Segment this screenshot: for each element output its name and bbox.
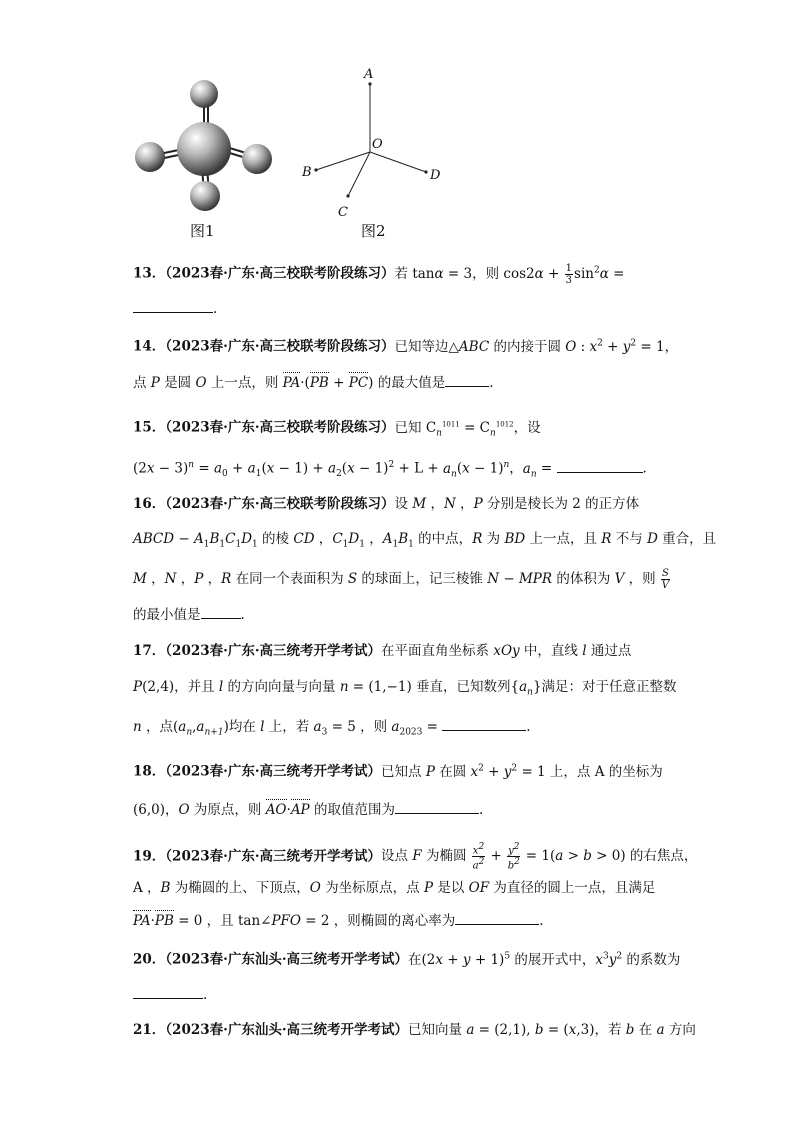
question-19 (133, 842, 697, 872)
question-16-line2: ABCD − $A_1B_1C_1D_1$ 的棱 CD ，$C_1D_1$ ，$A_1B_1$ 的中点，R 为 BD 上一点，且 R 不与 D 重合，且 (133, 531, 717, 550)
question-source: （2023春·广东·高三校联考阶段练习） (165, 419, 395, 436)
figure-1-molecule (128, 76, 278, 216)
question-source: （2023春·广东·高三校联考阶段练习） (165, 265, 395, 282)
question-text: 设 M ，N ，P 分别是棱长为 2 的正方体 (394, 496, 640, 512)
question-17-line2: P(2,4)，并且 l 的方向向量与向量 n = (1,−1) 垂直，已知数列$\{a_n\}$满足：对于任意正整数 (133, 679, 677, 698)
question-source: （2023春·广东·高三校联考阶段练习） (165, 338, 395, 355)
label-a: A (364, 67, 374, 82)
question-number: 16． (133, 496, 166, 512)
question-number: 14． (133, 338, 166, 355)
question-text: 已知 $C_n^{1011} = C_n^{1012}$，设 (394, 419, 541, 439)
question-source: （2023春·广东汕头·高三统考开学考试） (165, 1022, 409, 1038)
question-text: 在$(2x + y + 1)^5$ 的展开式中，$x^3y^2$ 的系数为 (408, 951, 681, 968)
question-text: 若 tanα = 3，则 cos2α + $\frac{1}{3}$ $\sin^2\alpha$ = (394, 262, 625, 286)
question-number: 19． (133, 848, 166, 865)
question-17-line3: n ，点$(a_n,a_{n+1})$均在 l 上，若 $a_3 = 5$ ，则 $a_{2023}$ = . (133, 716, 531, 743)
question-16-line3: M ，N ，P ，R 在同一个表面积为 S 的球面上，记三棱锥 N − MPR 的体积为 V ，则 $\frac{S}{V}$ (133, 568, 670, 591)
question-source: （2023春·广东·高三统考开学考试） (165, 848, 382, 865)
question-15-line2: $(2x - 3)^n = a_0 + a_1(x - 1) + a_2(x - 1)^2 + L + a_n(x - 1)^n$，$a_n$ = . (133, 455, 647, 484)
label-o: O (372, 137, 383, 152)
question-number: 13． (133, 265, 166, 282)
question-source: （2023春·广东·高三统考开学考试） (165, 763, 382, 780)
question-17 (133, 641, 631, 661)
figure-2-diagram (298, 64, 448, 224)
question-19-line3: PA·PB = 0 ，且 tan∠PFO = 2 ，则椭圆的离心率为 . (133, 910, 544, 931)
figure-1-caption: 图1 (190, 222, 215, 240)
question-19-line2: A ，B 为椭圆的上、下顶点，O 为坐标原点，点 P 是以 OF 为直径的圆上一点，且满足 (133, 880, 656, 896)
question-20 (133, 946, 680, 970)
question-number: 18． (133, 763, 166, 780)
question-text: 已知等边△ABC 的内接于圆 O : $x^2 + y^2 = 1$， (394, 338, 679, 355)
question-number: 21． (133, 1022, 166, 1038)
question-13-blank: . (133, 298, 217, 319)
question-source: （2023春·广东汕头·高三统考开学考试） (165, 951, 409, 968)
question-source: （2023春·广东·高三校联考阶段练习） (165, 496, 395, 512)
question-number: 17． (133, 643, 166, 659)
question-text: 设点 F 为椭圆 $\frac{x^2}{a^2}$ + $\frac{y^2}{b^2}$ = 1(a > b > 0) 的右焦点， (381, 842, 698, 872)
question-13 (133, 260, 624, 286)
question-number: 20． (133, 951, 166, 968)
question-text: 在平面直角坐标系 xOy 中，直线 l 通过点 (381, 643, 632, 659)
label-d: D (430, 168, 441, 183)
figure-2-caption: 图2 (361, 222, 386, 240)
question-source: （2023春·广东·高三统考开学考试） (165, 643, 382, 659)
question-16 (133, 494, 639, 514)
question-number: 15． (133, 419, 166, 436)
question-14 (133, 333, 678, 357)
question-14-line2: 点 P 是圆 O 上一点，则 PA·(PB + PC) 的最大值是 . (133, 372, 494, 393)
question-18 (133, 758, 663, 782)
label-c: C (338, 205, 348, 220)
question-18-line2: (6,0)，O 为原点，则 AO·AP 的取值范围为 . (133, 799, 483, 820)
question-20-blank: . (133, 984, 207, 1005)
question-21 (133, 1020, 696, 1040)
question-15 (133, 414, 541, 443)
question-16-line4: 的最小值是 . (133, 604, 245, 625)
question-text: 已知向量 a = (2,1), b = (x,3)，若 b 在 a 方向 (408, 1022, 696, 1038)
label-b: B (302, 165, 312, 180)
question-text: 已知点 P 在圆 $x^2 + y^2 = 1$ 上，点 A 的坐标为 (381, 763, 663, 780)
